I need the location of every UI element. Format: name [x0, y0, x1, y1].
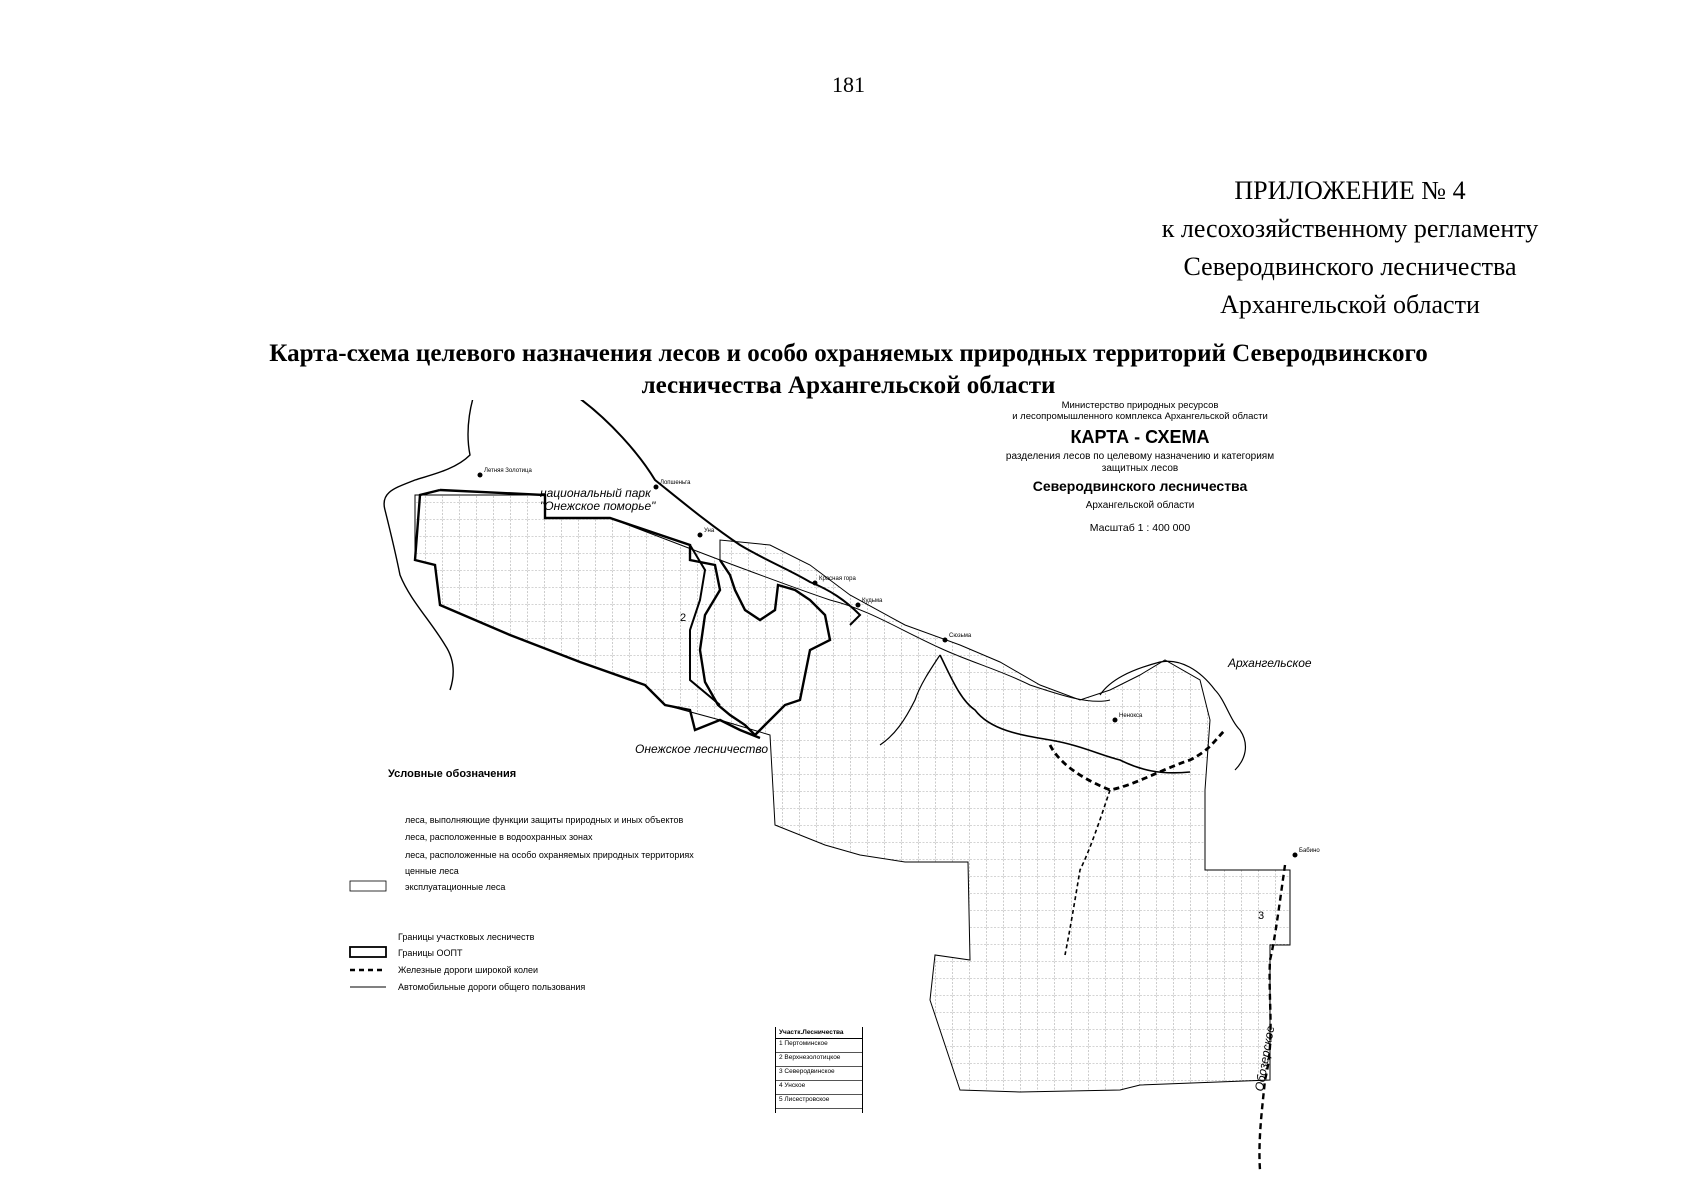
document-title [120, 338, 1577, 402]
map-forestry-name: Северодвинского лесничества [1032, 478, 1248, 494]
settlement-label: Уна [704, 528, 715, 534]
settlement-label: Красная гора [819, 576, 856, 582]
national-park-label-2: "Онежское поморье" [540, 499, 656, 513]
legend-boundary: Границы участковых лесничеств [398, 932, 535, 942]
forest-map [0, 400, 1697, 1200]
plots-table-row: 2 Верхнезолотицкое [776, 1053, 862, 1067]
legend-item: леса, выполняющие функции защиты природных и иных объектов [405, 815, 684, 825]
settlement-label: Лопшеньга [660, 480, 691, 486]
legend-item: леса, расположенные на особо охраняемых природных территориях [405, 850, 694, 860]
settlement-label: Сюзьма [949, 633, 972, 639]
legend-item: ценные леса [405, 866, 459, 876]
map-region: Архангельской области [1085, 500, 1195, 511]
onega-forestry-label: Онежское лесничество [635, 742, 769, 756]
title-line-2: лесничества Архангельской области [641, 372, 1056, 399]
map-subtitle-line-2: защитных лесов [1101, 463, 1179, 474]
settlement-label: Кудьма [862, 598, 883, 604]
settlement-label: Летняя Золотица [484, 468, 532, 474]
obozersky-forestry-label: Обозерское [1252, 1024, 1278, 1093]
plots-table-row: 3 Северодвинское [776, 1067, 862, 1081]
plots-table-row: 1 Пертоминское [776, 1039, 862, 1053]
appendix-line-4: Архангельской области [1220, 290, 1480, 319]
map-subtitle-line-1: разделения лесов по целевому назначению и категориям [1005, 451, 1275, 462]
national-park-label-1: национальный парк [540, 486, 651, 500]
plots-table [775, 1027, 863, 1113]
legend-item: леса, расположенные в водоохранных зонах [405, 832, 593, 842]
settlement-label: Бабино [1299, 848, 1320, 854]
map-ministry-line-2: и лесопромышленного комплекса Архангельской области [1012, 411, 1268, 422]
legend-boundary: Автомобильные дороги общего пользования [398, 982, 586, 992]
appendix-line-1: ПРИЛОЖЕНИЕ № 4 [1234, 176, 1466, 205]
settlement-label: Ненокса [1119, 713, 1143, 719]
arkhangelsk-forestry-label: Архангельское [1228, 656, 1312, 670]
map-ministry-line-1: Министерство природных ресурсов [1061, 400, 1219, 411]
map-title: КАРТА - СХЕМА [1070, 427, 1210, 447]
title-line-1: Карта-схема целевого назначения лесов и особо охраняемых природных территорий Северодвинского [269, 340, 1428, 367]
plots-table-row: 4 Унское [776, 1081, 862, 1095]
legend-item: эксплуатационные леса [405, 882, 506, 892]
plots-table-row: 5 Лисестровское [776, 1095, 862, 1109]
appendix-line-3: Северодвинского лесничества [1183, 252, 1517, 281]
map-scale: Масштаб 1 : 400 000 [1089, 522, 1191, 534]
legend-boundary: Границы ООПТ [398, 948, 463, 958]
legend-title: Условные обозначения [388, 768, 517, 780]
plots-table-header: Участк.Лесничества [776, 1027, 862, 1039]
appendix-line-2: к лесохозяйственному регламенту [1161, 214, 1539, 243]
plot-number-2: 2 [680, 612, 687, 624]
appendix-note [1040, 172, 1660, 324]
legend-boundary: Железные дороги широкой колеи [398, 965, 539, 975]
plot-number-3: 3 [1258, 910, 1265, 922]
page-number: 181 [832, 72, 865, 97]
